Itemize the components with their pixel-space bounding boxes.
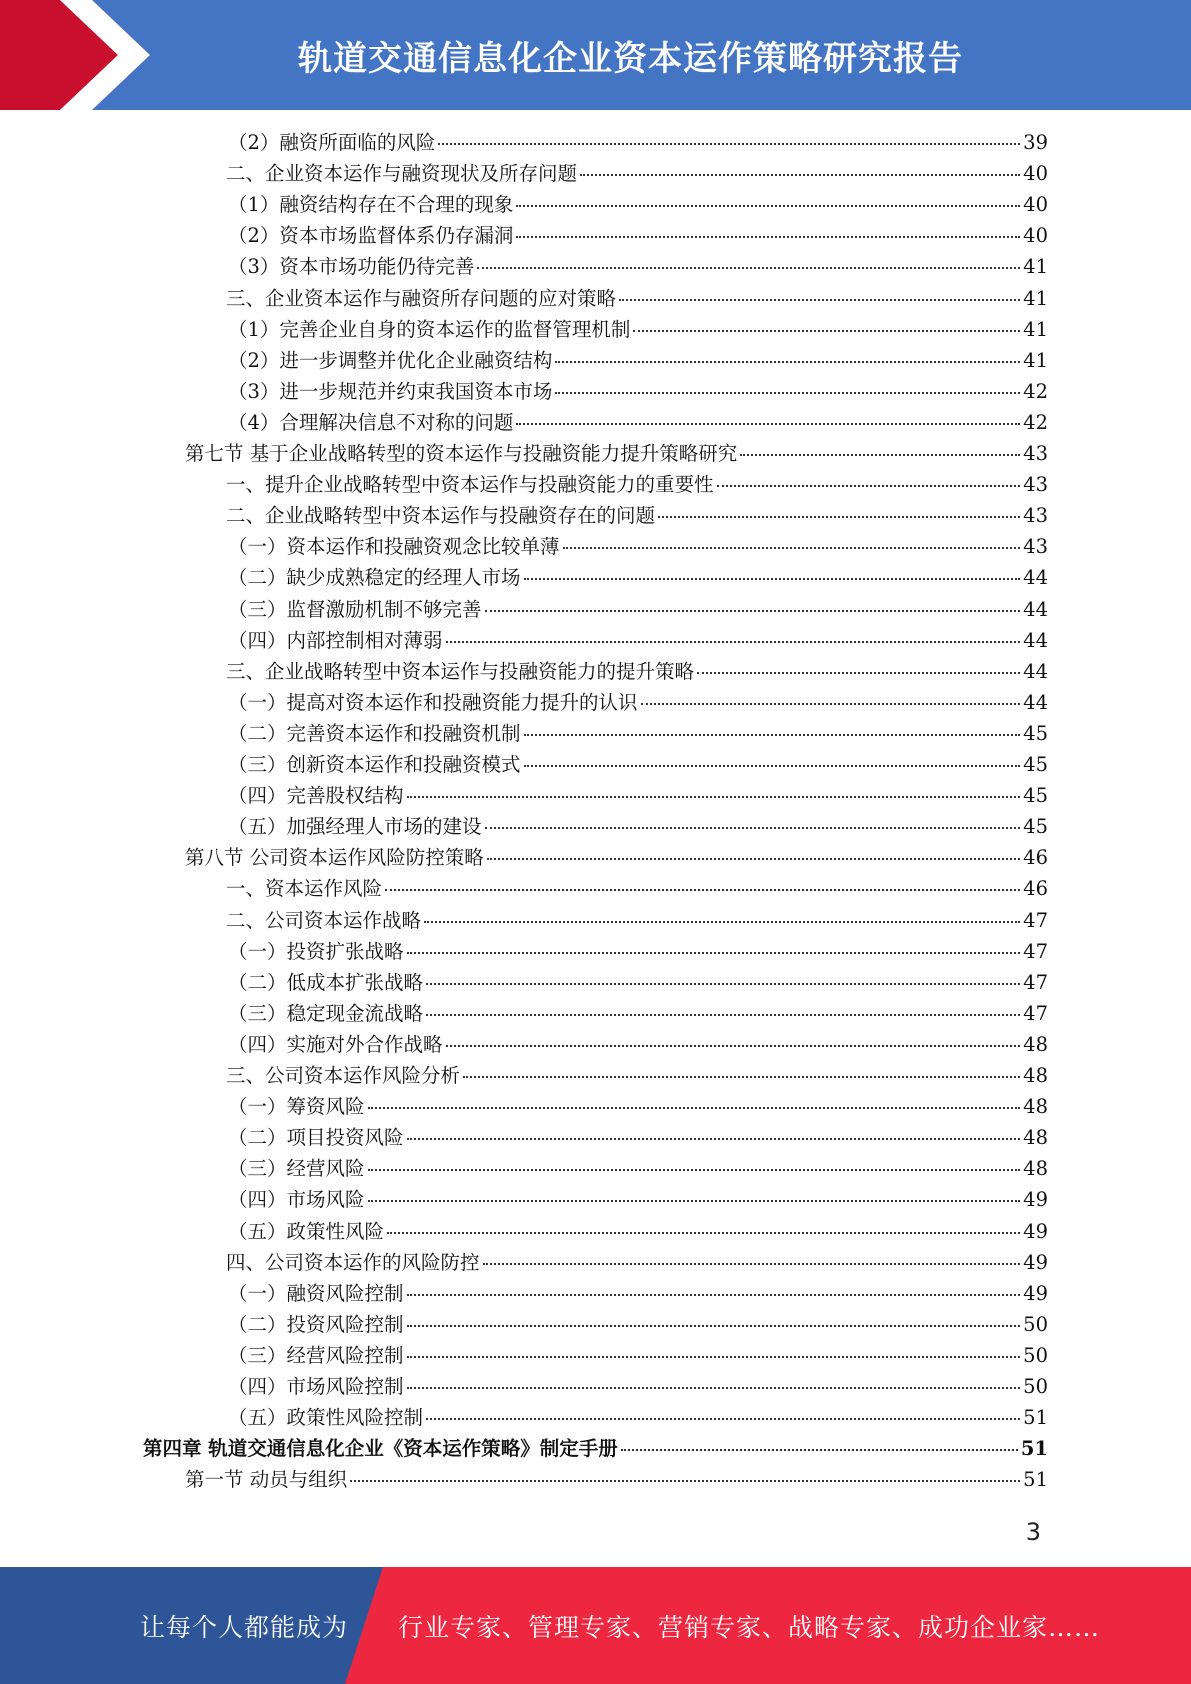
toc-leader-dots	[555, 360, 1020, 363]
toc-entry-page: 48	[1023, 1064, 1048, 1087]
toc-entry-title: 二、企业战略转型中资本运作与投融资存在的问题	[226, 504, 656, 528]
toc-entry-title: 二、企业资本运作与融资现状及所存问题	[226, 162, 578, 186]
toc-entry-page: 40	[1023, 162, 1048, 186]
toc-entry-title: （二）低成本扩张战略	[228, 970, 424, 994]
toc-entry-page: 43	[1023, 442, 1048, 465]
toc-leader-dots	[619, 298, 1020, 301]
toc-entry-title: （四）实施对外合作战略	[228, 1032, 443, 1056]
toc-entry-title: （一）融资风险控制	[228, 1281, 404, 1305]
toc-entry[interactable]	[143, 1433, 1048, 1464]
toc-entry-title: （2）资本市场监督体系仍存漏洞	[228, 224, 514, 248]
toc-entry-page: 46	[1023, 877, 1048, 901]
toc-entry[interactable]	[228, 407, 1048, 438]
toc-entry-title: 三、公司资本运作风险分析	[226, 1064, 461, 1087]
toc-entry[interactable]	[226, 283, 1048, 314]
toc-entry-title: （五）政策性风险	[228, 1219, 385, 1243]
toc-entry-title: （三）稳定现金流战略	[228, 1001, 424, 1025]
toc-entry-title: （四）市场风险控制	[228, 1375, 404, 1398]
toc-entry-page: 51	[1023, 1468, 1048, 1492]
toc-leader-dots	[446, 640, 1021, 643]
toc-leader-dots	[740, 453, 1020, 456]
toc-entry-title: （二）缺少成熟稳定的经理人市场	[228, 566, 521, 590]
toc-entry-page: 50	[1023, 1312, 1048, 1336]
toc-leader-dots	[487, 857, 1020, 860]
toc-entry-title: （二）完善资本运作和投融资机制	[228, 721, 521, 745]
toc-entry-title: （4）合理解决信息不对称的问题	[228, 410, 514, 434]
toc-entry-title: 第七节 基于企业战略转型的资本运作与投融资能力提升策略研究	[185, 442, 738, 465]
toc-entry-title: 一、资本运作风险	[226, 877, 383, 901]
toc-entry[interactable]	[228, 1340, 1048, 1371]
toc-leader-dots	[424, 920, 1020, 923]
toc-leader-dots	[580, 173, 1020, 176]
toc-entry-title: （一）筹资风险	[228, 1095, 365, 1119]
report-title: 轨道交通信息化企业资本运作策略研究报告	[298, 38, 963, 79]
toc-entry-page: 48	[1023, 1126, 1048, 1150]
footer-slogan-right: 行业专家、管理专家、营销专家、战略专家、成功企业家……	[398, 1612, 1101, 1642]
toc-entry-page: 42	[1023, 379, 1048, 403]
toc-entry[interactable]	[226, 469, 1048, 500]
toc-entry-page: 43	[1023, 504, 1048, 528]
toc-entry[interactable]	[228, 998, 1048, 1029]
toc-entry-page: 48	[1023, 1032, 1048, 1056]
toc-entry-page: 44	[1023, 690, 1048, 714]
toc-entry[interactable]	[228, 811, 1048, 842]
toc-entry-title: （二）投资风险控制	[228, 1312, 404, 1336]
footer-banner	[0, 1567, 1191, 1684]
toc-entry-page: 44	[1023, 597, 1048, 621]
toc-leader-dots	[407, 1386, 1021, 1389]
toc-entry[interactable]	[185, 1464, 1048, 1495]
toc-leader-dots	[426, 982, 1020, 985]
toc-entry-page: 44	[1023, 566, 1048, 590]
toc-leader-dots	[368, 1199, 1021, 1202]
toc-leader-dots	[350, 1479, 1020, 1482]
toc-leader-dots	[463, 1075, 1020, 1078]
toc-entry[interactable]	[226, 500, 1048, 531]
toc-entry[interactable]	[228, 127, 1048, 158]
toc-entry-title: （三）监督激励机制不够完善	[228, 597, 482, 621]
toc-leader-dots	[658, 515, 1020, 518]
footer-slogan-left: 让每个人都能成为	[140, 1612, 349, 1642]
toc-entry-title: （三）经营风险控制	[228, 1343, 404, 1367]
toc-entry-title: （四）市场风险	[228, 1188, 365, 1212]
toc-entry[interactable]	[228, 345, 1048, 376]
toc-entry-title: （一）资本运作和投融资观念比较单薄	[228, 535, 560, 559]
toc-entry-page: 43	[1023, 535, 1048, 559]
toc-leader-dots	[516, 204, 1020, 207]
toc-entry-title: 三、企业资本运作与融资所存问题的应对策略	[226, 286, 617, 310]
toc-entry-page: 48	[1023, 1157, 1048, 1181]
toc-entry[interactable]	[185, 842, 1048, 873]
toc-entry[interactable]	[228, 1216, 1048, 1247]
toc-leader-dots	[516, 422, 1020, 425]
toc-entry-title: 第八节 公司资本运作风险防控策略	[185, 846, 484, 870]
toc-leader-dots	[524, 577, 1021, 580]
toc-entry-page: 49	[1023, 1188, 1048, 1212]
toc-entry-page: 45	[1023, 784, 1048, 808]
toc-entry[interactable]	[228, 1122, 1048, 1153]
toc-entry-title: （1）融资结构存在不合理的现象	[228, 193, 514, 217]
toc-entry-title: 一、提升企业战略转型中资本运作与投融资能力的重要性	[226, 473, 714, 497]
toc-entry-page: 40	[1023, 224, 1048, 248]
toc-leader-dots	[407, 1324, 1021, 1327]
toc-entry-title: （2）进一步调整并优化企业融资结构	[228, 348, 553, 372]
toc-entry-page: 40	[1023, 193, 1048, 217]
toc-entry[interactable]	[185, 438, 1048, 469]
toc-entry-title: （3）资本市场功能仍待完善	[228, 255, 475, 279]
toc-leader-dots	[621, 1448, 1018, 1451]
toc-leader-dots	[633, 329, 1020, 332]
toc-entry-title: （一）提高对资本运作和投融资能力提升的认识	[228, 690, 638, 714]
toc-entry[interactable]	[228, 1153, 1048, 1184]
toc-entry-page: 47	[1023, 1001, 1048, 1025]
toc-leader-dots	[368, 1106, 1021, 1109]
toc-entry[interactable]	[228, 1278, 1048, 1309]
toc-entry[interactable]	[228, 967, 1048, 998]
toc-entry[interactable]	[228, 936, 1048, 967]
toc-entry-page: 49	[1023, 1250, 1048, 1274]
toc-entry-page: 49	[1023, 1281, 1048, 1305]
toc-entry-page: 46	[1023, 846, 1048, 870]
red-arrow-icon	[0, 0, 150, 110]
toc-entry[interactable]	[228, 1371, 1048, 1402]
toc-entry[interactable]	[228, 718, 1048, 749]
toc-entry-page: 44	[1023, 628, 1048, 652]
toc-entry-page: 51	[1023, 1406, 1048, 1430]
toc-entry-title: 第一节 动员与组织	[185, 1468, 348, 1492]
toc-entry-page: 49	[1023, 1219, 1048, 1243]
toc-entry-page: 45	[1023, 753, 1048, 776]
toc-entry[interactable]	[228, 251, 1048, 282]
toc-entry-title: （三）创新资本运作和投融资模式	[228, 753, 521, 776]
toc-entry[interactable]	[228, 687, 1048, 718]
toc-leader-dots	[524, 733, 1021, 736]
toc-entry-title: 第四章 轨道交通信息化企业《资本运作策略》制定手册	[143, 1437, 618, 1461]
toc-leader-dots	[426, 1013, 1020, 1016]
toc-leader-dots	[387, 1231, 1020, 1234]
toc-entry[interactable]	[228, 314, 1048, 345]
toc-entry-page: 50	[1023, 1343, 1048, 1367]
toc-entry-page: 47	[1023, 970, 1048, 994]
toc-entry-title: 二、公司资本运作战略	[226, 908, 422, 932]
toc-entry-page: 41	[1023, 286, 1048, 310]
toc-entry-title: （3）进一步规范并约束我国资本市场	[228, 379, 553, 403]
toc-entry-title: （四）完善股权结构	[228, 784, 404, 808]
toc-entry[interactable]	[228, 594, 1048, 625]
toc-entry-page: 50	[1023, 1375, 1048, 1398]
header-banner	[0, 0, 1191, 110]
toc-leader-dots	[555, 391, 1020, 394]
toc-entry-page: 44	[1023, 659, 1048, 683]
toc-leader-dots	[717, 484, 1021, 487]
toc-entry-title: （二）项目投资风险	[228, 1126, 404, 1150]
toc-entry-page: 41	[1023, 317, 1048, 341]
toc-leader-dots	[641, 702, 1021, 705]
toc-entry-page: 47	[1023, 939, 1048, 963]
toc-leader-dots	[446, 1044, 1021, 1047]
toc-leader-dots	[697, 671, 1020, 674]
toc-leader-dots	[563, 546, 1021, 549]
toc-leader-dots	[426, 1417, 1020, 1420]
toc-entry[interactable]	[228, 1309, 1048, 1340]
toc-entry-page: 41	[1023, 348, 1048, 372]
toc-leader-dots	[477, 266, 1020, 269]
toc-entry-title: （三）经营风险	[228, 1157, 365, 1181]
toc-entry-title: 三、企业战略转型中资本运作与投融资能力的提升策略	[226, 659, 695, 683]
toc-entry[interactable]	[226, 905, 1048, 936]
page-number: 3	[1025, 1518, 1041, 1546]
toc-entry-page: 47	[1023, 908, 1048, 932]
toc-entry[interactable]	[226, 656, 1048, 687]
toc-entry-page: 45	[1023, 721, 1048, 745]
toc-leader-dots	[483, 1262, 1021, 1265]
toc-entry[interactable]	[228, 1184, 1048, 1215]
toc-leader-dots	[438, 142, 1020, 145]
toc-entry[interactable]	[228, 1029, 1048, 1060]
toc-entry-page: 39	[1023, 131, 1048, 154]
toc-entry-page: 41	[1023, 255, 1048, 279]
toc-entry[interactable]	[228, 220, 1048, 251]
toc-leader-dots	[516, 235, 1020, 238]
toc-entry-page: 51	[1020, 1437, 1048, 1461]
toc-entry[interactable]	[228, 749, 1048, 780]
toc-entry[interactable]	[228, 1091, 1048, 1122]
toc-entry-title: （1）完善企业自身的资本运作的监督管理机制	[228, 317, 631, 341]
toc-entry[interactable]	[228, 189, 1048, 220]
toc-entry-title: （2）融资所面临的风险	[228, 131, 436, 154]
toc-leader-dots	[407, 1293, 1021, 1296]
toc-entry-page: 48	[1023, 1095, 1048, 1119]
toc-leader-dots	[368, 1168, 1021, 1171]
toc-entry-title: （五）加强经理人市场的建设	[228, 815, 482, 839]
toc-leader-dots	[385, 888, 1020, 891]
toc-entry[interactable]	[228, 531, 1048, 562]
toc-leader-dots	[485, 609, 1021, 612]
toc-leader-dots	[485, 826, 1021, 829]
toc-entry[interactable]	[226, 1060, 1048, 1091]
toc-leader-dots	[407, 1355, 1021, 1358]
toc-entry[interactable]	[228, 1402, 1048, 1433]
toc-entry-page: 43	[1023, 473, 1048, 497]
toc-leader-dots	[407, 951, 1021, 954]
toc-entry-title: （四）内部控制相对薄弱	[228, 628, 443, 652]
toc-entry[interactable]	[228, 625, 1048, 656]
toc-leader-dots	[407, 1137, 1021, 1140]
toc-entry-page: 45	[1023, 815, 1048, 839]
toc-entry-title: 四、公司资本运作的风险防控	[226, 1250, 480, 1274]
toc-entry-title: （五）政策性风险控制	[228, 1406, 424, 1430]
toc-entry-title: （一）投资扩张战略	[228, 939, 404, 963]
toc-leader-dots	[407, 795, 1021, 798]
toc-entry-page: 42	[1023, 410, 1048, 434]
toc-entry[interactable]	[226, 1247, 1048, 1278]
toc-entry[interactable]	[228, 376, 1048, 407]
toc-entry[interactable]	[228, 562, 1048, 593]
toc-entry[interactable]	[226, 873, 1048, 904]
toc-entry[interactable]	[228, 780, 1048, 811]
toc-leader-dots	[524, 764, 1021, 767]
toc-entry[interactable]	[226, 158, 1048, 189]
